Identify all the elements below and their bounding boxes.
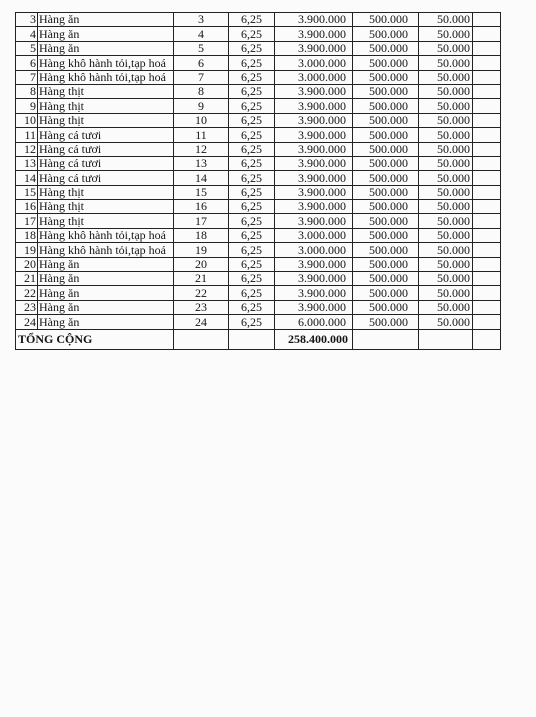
empty-cell xyxy=(473,315,501,329)
stall-number-cell: 8 xyxy=(174,84,229,98)
stall-number-cell: 10 xyxy=(174,113,229,127)
area-cell: 6,25 xyxy=(229,13,275,27)
stall-number-cell: 19 xyxy=(174,243,229,257)
deposit-cell: 500.000 xyxy=(353,214,419,228)
deposit-cell: 500.000 xyxy=(353,128,419,142)
goods-type-cell: Hàng ăn xyxy=(38,286,174,300)
goods-type-cell: Hàng thịt xyxy=(38,99,174,113)
row-number-cell: 9 xyxy=(16,99,38,113)
empty-cell xyxy=(174,329,229,349)
stall-number-cell: 22 xyxy=(174,286,229,300)
area-cell: 6,25 xyxy=(229,315,275,329)
deposit-cell: 500.000 xyxy=(353,257,419,271)
row-number-cell: 17 xyxy=(16,214,38,228)
table-row xyxy=(16,257,501,271)
deposit-cell: 500.000 xyxy=(353,41,419,55)
row-number-cell: 24 xyxy=(16,315,38,329)
stall-number-cell: 23 xyxy=(174,300,229,314)
row-number-cell: 20 xyxy=(16,257,38,271)
table-row xyxy=(16,243,501,257)
stall-number-cell: 3 xyxy=(174,13,229,27)
goods-type-cell: Hàng ăn xyxy=(38,13,174,27)
goods-type-cell: Hàng thịt xyxy=(38,84,174,98)
table-row xyxy=(16,41,501,55)
fee-cell: 50.000 xyxy=(419,156,473,170)
fee-cell: 50.000 xyxy=(419,27,473,41)
row-number-cell: 16 xyxy=(16,200,38,214)
empty-cell xyxy=(473,56,501,70)
empty-cell xyxy=(473,156,501,170)
area-cell: 6,25 xyxy=(229,113,275,127)
fee-cell: 50.000 xyxy=(419,257,473,271)
amount-cell: 3.000.000 xyxy=(275,228,353,242)
area-cell: 6,25 xyxy=(229,142,275,156)
deposit-cell: 500.000 xyxy=(353,272,419,286)
amount-cell: 3.900.000 xyxy=(275,84,353,98)
row-number-cell: 10 xyxy=(16,113,38,127)
total-row xyxy=(16,329,501,349)
table-row xyxy=(16,13,501,27)
area-cell: 6,25 xyxy=(229,171,275,185)
stall-number-cell: 14 xyxy=(174,171,229,185)
empty-cell xyxy=(473,300,501,314)
area-cell: 6,25 xyxy=(229,257,275,271)
table-body xyxy=(16,13,501,330)
deposit-cell: 500.000 xyxy=(353,70,419,84)
area-cell: 6,25 xyxy=(229,128,275,142)
fee-cell: 50.000 xyxy=(419,84,473,98)
deposit-cell: 500.000 xyxy=(353,228,419,242)
deposit-cell: 500.000 xyxy=(353,27,419,41)
stall-number-cell: 7 xyxy=(174,70,229,84)
table-row xyxy=(16,228,501,242)
stall-number-cell: 5 xyxy=(174,41,229,55)
amount-cell: 3.900.000 xyxy=(275,200,353,214)
fee-cell: 50.000 xyxy=(419,13,473,27)
deposit-cell: 500.000 xyxy=(353,185,419,199)
table-row xyxy=(16,315,501,329)
deposit-cell: 500.000 xyxy=(353,56,419,70)
table-row xyxy=(16,200,501,214)
amount-cell: 3.900.000 xyxy=(275,99,353,113)
area-cell: 6,25 xyxy=(229,300,275,314)
empty-cell xyxy=(419,329,473,349)
table-row xyxy=(16,286,501,300)
row-number-cell: 5 xyxy=(16,41,38,55)
empty-cell xyxy=(473,214,501,228)
fee-cell: 50.000 xyxy=(419,185,473,199)
area-cell: 6,25 xyxy=(229,272,275,286)
area-cell: 6,25 xyxy=(229,214,275,228)
empty-cell xyxy=(473,128,501,142)
goods-type-cell: Hàng cá tươi xyxy=(38,142,174,156)
empty-cell xyxy=(473,171,501,185)
table-row xyxy=(16,70,501,84)
stall-number-cell: 24 xyxy=(174,315,229,329)
table-row xyxy=(16,185,501,199)
stall-number-cell: 20 xyxy=(174,257,229,271)
table-row xyxy=(16,56,501,70)
row-number-cell: 6 xyxy=(16,56,38,70)
deposit-cell: 500.000 xyxy=(353,300,419,314)
amount-cell: 3.900.000 xyxy=(275,142,353,156)
table-row xyxy=(16,113,501,127)
empty-cell xyxy=(473,185,501,199)
empty-cell xyxy=(473,286,501,300)
empty-cell xyxy=(473,243,501,257)
amount-cell: 3.900.000 xyxy=(275,214,353,228)
goods-type-cell: Hàng ăn xyxy=(38,257,174,271)
empty-cell xyxy=(229,329,275,349)
empty-cell xyxy=(473,27,501,41)
empty-cell xyxy=(473,329,501,349)
table-row xyxy=(16,27,501,41)
stall-number-cell: 16 xyxy=(174,200,229,214)
goods-type-cell: Hàng khô hành tỏi,tạp hoá xyxy=(38,70,174,84)
stall-number-cell: 18 xyxy=(174,228,229,242)
empty-cell xyxy=(473,200,501,214)
goods-type-cell: Hàng thịt xyxy=(38,214,174,228)
amount-cell: 3.900.000 xyxy=(275,156,353,170)
deposit-cell: 500.000 xyxy=(353,13,419,27)
fee-cell: 50.000 xyxy=(419,99,473,113)
row-number-cell: 7 xyxy=(16,70,38,84)
empty-cell xyxy=(473,142,501,156)
deposit-cell: 500.000 xyxy=(353,99,419,113)
area-cell: 6,25 xyxy=(229,99,275,113)
fee-cell: 50.000 xyxy=(419,56,473,70)
fee-cell: 50.000 xyxy=(419,272,473,286)
table-row xyxy=(16,214,501,228)
deposit-cell: 500.000 xyxy=(353,142,419,156)
amount-cell: 3.900.000 xyxy=(275,41,353,55)
deposit-cell: 500.000 xyxy=(353,171,419,185)
table-row xyxy=(16,171,501,185)
amount-cell: 3.900.000 xyxy=(275,27,353,41)
fee-cell: 50.000 xyxy=(419,300,473,314)
amount-cell: 3.000.000 xyxy=(275,70,353,84)
deposit-cell: 500.000 xyxy=(353,84,419,98)
deposit-cell: 500.000 xyxy=(353,286,419,300)
row-number-cell: 21 xyxy=(16,272,38,286)
fee-cell: 50.000 xyxy=(419,315,473,329)
empty-cell xyxy=(353,329,419,349)
fee-cell: 50.000 xyxy=(419,70,473,84)
fee-cell: 50.000 xyxy=(419,128,473,142)
amount-cell: 3.900.000 xyxy=(275,286,353,300)
amount-cell: 3.000.000 xyxy=(275,243,353,257)
row-number-cell: 3 xyxy=(16,13,38,27)
amount-cell: 3.900.000 xyxy=(275,113,353,127)
stall-number-cell: 9 xyxy=(174,99,229,113)
deposit-cell: 500.000 xyxy=(353,243,419,257)
deposit-cell: 500.000 xyxy=(353,156,419,170)
table-row xyxy=(16,84,501,98)
stall-fee-table xyxy=(15,12,501,350)
row-number-cell: 12 xyxy=(16,142,38,156)
stall-number-cell: 4 xyxy=(174,27,229,41)
row-number-cell: 18 xyxy=(16,228,38,242)
area-cell: 6,25 xyxy=(229,228,275,242)
fee-cell: 50.000 xyxy=(419,41,473,55)
amount-cell: 3.900.000 xyxy=(275,272,353,286)
area-cell: 6,25 xyxy=(229,41,275,55)
deposit-cell: 500.000 xyxy=(353,113,419,127)
amount-cell: 3.900.000 xyxy=(275,185,353,199)
goods-type-cell: Hàng cá tươi xyxy=(38,171,174,185)
table-row xyxy=(16,272,501,286)
goods-type-cell: Hàng ăn xyxy=(38,315,174,329)
table-row xyxy=(16,99,501,113)
fee-cell: 50.000 xyxy=(419,200,473,214)
area-cell: 6,25 xyxy=(229,70,275,84)
total-sum: 258.400.000 xyxy=(275,329,353,349)
table-row xyxy=(16,156,501,170)
deposit-cell: 500.000 xyxy=(353,315,419,329)
goods-type-cell: Hàng cá tươi xyxy=(38,156,174,170)
stall-number-cell: 17 xyxy=(174,214,229,228)
area-cell: 6,25 xyxy=(229,185,275,199)
row-number-cell: 11 xyxy=(16,128,38,142)
table-row xyxy=(16,128,501,142)
total-label: TỔNG CỘNG xyxy=(16,329,174,349)
fee-cell: 50.000 xyxy=(419,228,473,242)
empty-cell xyxy=(473,13,501,27)
empty-cell xyxy=(473,257,501,271)
goods-type-cell: Hàng ăn xyxy=(38,41,174,55)
area-cell: 6,25 xyxy=(229,27,275,41)
area-cell: 6,25 xyxy=(229,286,275,300)
goods-type-cell: Hàng khô hành tỏi,tạp hoá xyxy=(38,228,174,242)
goods-type-cell: Hàng khô hành tỏi,tạp hoá xyxy=(38,243,174,257)
fee-cell: 50.000 xyxy=(419,142,473,156)
area-cell: 6,25 xyxy=(229,84,275,98)
stall-number-cell: 21 xyxy=(174,272,229,286)
goods-type-cell: Hàng ăn xyxy=(38,300,174,314)
fee-cell: 50.000 xyxy=(419,113,473,127)
goods-type-cell: Hàng cá tươi xyxy=(38,128,174,142)
row-number-cell: 15 xyxy=(16,185,38,199)
row-number-cell: 19 xyxy=(16,243,38,257)
stall-number-cell: 13 xyxy=(174,156,229,170)
deposit-cell: 500.000 xyxy=(353,200,419,214)
row-number-cell: 22 xyxy=(16,286,38,300)
stall-number-cell: 11 xyxy=(174,128,229,142)
empty-cell xyxy=(473,70,501,84)
empty-cell xyxy=(473,272,501,286)
table-row xyxy=(16,300,501,314)
amount-cell: 3.900.000 xyxy=(275,171,353,185)
row-number-cell: 13 xyxy=(16,156,38,170)
amount-cell: 6.000.000 xyxy=(275,315,353,329)
fee-cell: 50.000 xyxy=(419,171,473,185)
empty-cell xyxy=(473,99,501,113)
fee-cell: 50.000 xyxy=(419,214,473,228)
fee-cell: 50.000 xyxy=(419,243,473,257)
empty-cell xyxy=(473,113,501,127)
stall-number-cell: 12 xyxy=(174,142,229,156)
amount-cell: 3.000.000 xyxy=(275,56,353,70)
row-number-cell: 8 xyxy=(16,84,38,98)
area-cell: 6,25 xyxy=(229,156,275,170)
amount-cell: 3.900.000 xyxy=(275,257,353,271)
area-cell: 6,25 xyxy=(229,56,275,70)
amount-cell: 3.900.000 xyxy=(275,128,353,142)
amount-cell: 3.900.000 xyxy=(275,300,353,314)
row-number-cell: 4 xyxy=(16,27,38,41)
row-number-cell: 14 xyxy=(16,171,38,185)
row-number-cell: 23 xyxy=(16,300,38,314)
goods-type-cell: Hàng thịt xyxy=(38,185,174,199)
area-cell: 6,25 xyxy=(229,200,275,214)
goods-type-cell: Hàng thịt xyxy=(38,200,174,214)
goods-type-cell: Hàng ăn xyxy=(38,27,174,41)
area-cell: 6,25 xyxy=(229,243,275,257)
empty-cell xyxy=(473,228,501,242)
stall-number-cell: 6 xyxy=(174,56,229,70)
empty-cell xyxy=(473,41,501,55)
table-row xyxy=(16,142,501,156)
stall-number-cell: 15 xyxy=(174,185,229,199)
goods-type-cell: Hàng ăn xyxy=(38,272,174,286)
goods-type-cell: Hàng thịt xyxy=(38,113,174,127)
goods-type-cell: Hàng khô hành tỏi,tạp hoá xyxy=(38,56,174,70)
empty-cell xyxy=(473,84,501,98)
fee-cell: 50.000 xyxy=(419,286,473,300)
amount-cell: 3.900.000 xyxy=(275,13,353,27)
